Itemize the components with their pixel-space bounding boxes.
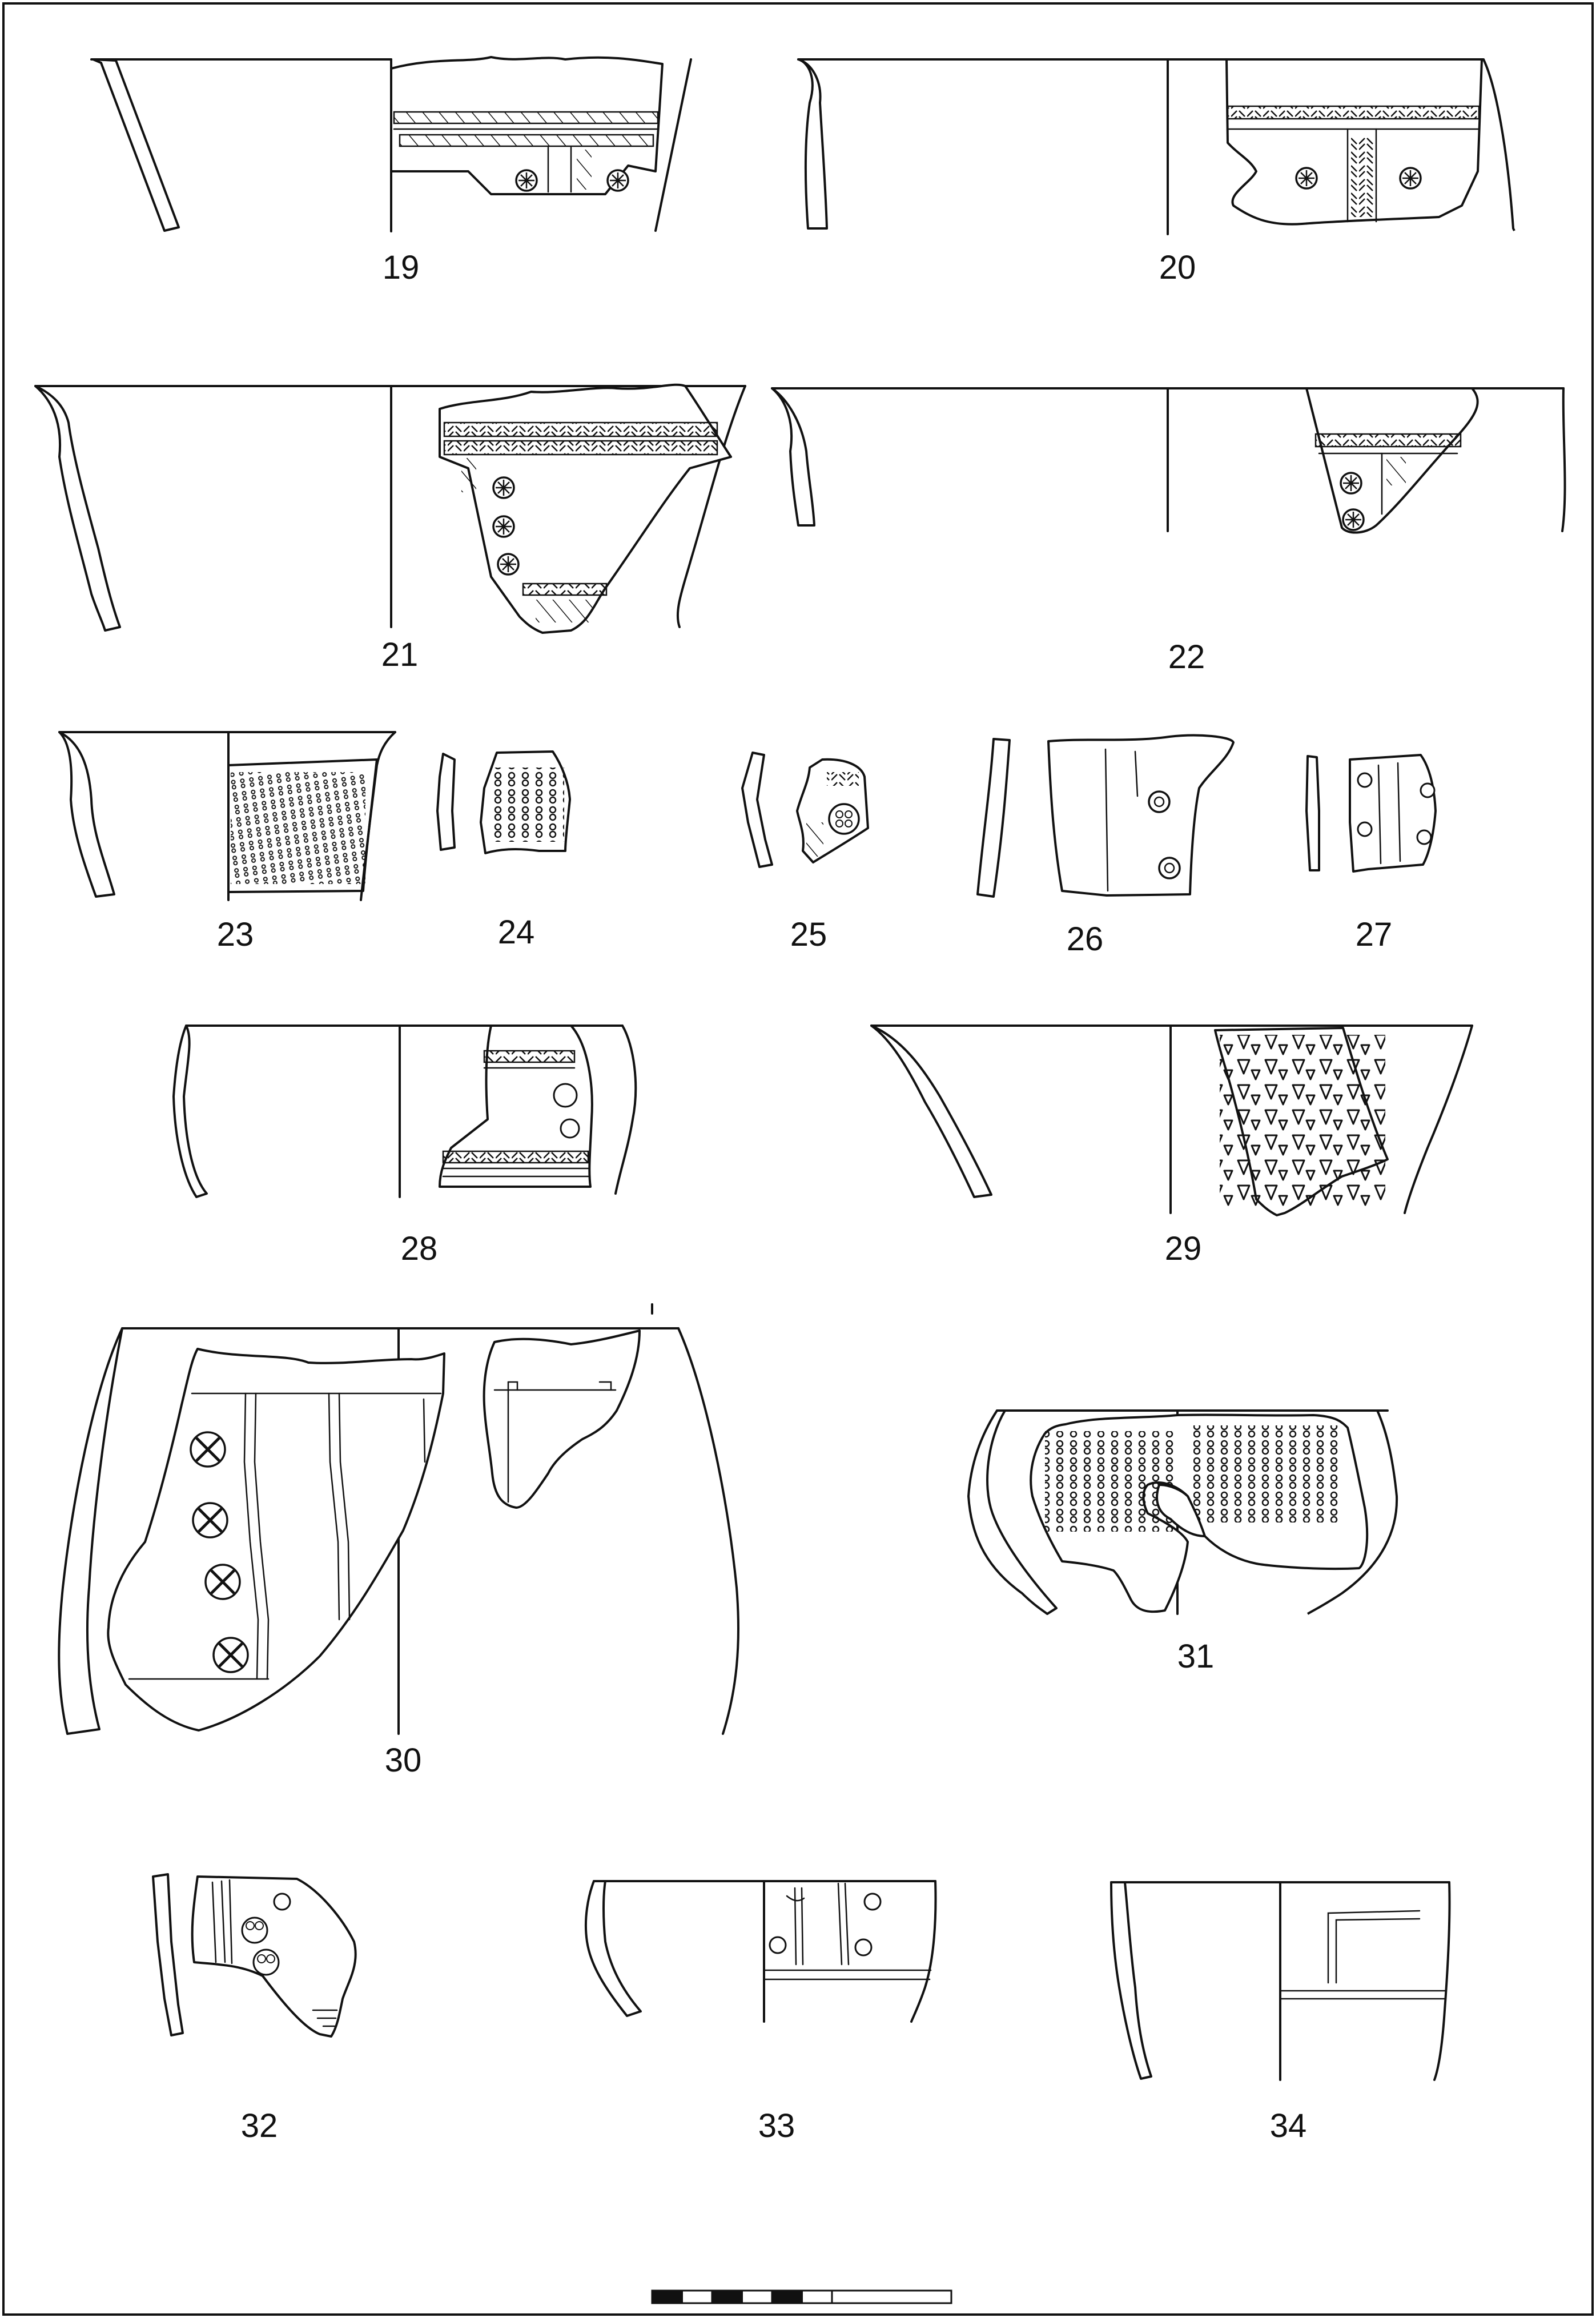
figure-number-25: 25	[790, 916, 827, 953]
scale-bar-segment	[652, 2291, 682, 2303]
figure-number-20: 20	[1159, 249, 1196, 286]
pottery-sherd-31	[968, 1411, 1397, 1614]
figure-number-34: 34	[1269, 2107, 1307, 2144]
pottery-sherd-30	[59, 1304, 738, 1734]
figure-number-19: 19	[382, 249, 420, 286]
scale-bar-segment	[742, 2291, 773, 2303]
figure-number-28: 28	[400, 1230, 438, 1267]
figure-number-33: 33	[758, 2107, 795, 2144]
figure-number-29: 29	[1164, 1230, 1202, 1267]
figure-number-24: 24	[497, 914, 535, 951]
figure-number-21: 21	[381, 636, 419, 673]
pottery-sherd-26	[978, 736, 1233, 897]
pottery-sherd-27	[1306, 755, 1436, 871]
figure-number-31: 31	[1177, 1638, 1215, 1675]
scale-bar	[652, 2291, 951, 2303]
pottery-sherd-25	[742, 753, 868, 867]
figure-number-30: 30	[384, 1742, 422, 1779]
pottery-sherd-22	[772, 388, 1565, 533]
scale-bar-segment	[682, 2291, 713, 2303]
pottery-sherd-28	[174, 1026, 636, 1197]
pottery-sherd-29	[871, 1026, 1472, 1215]
pottery-sherd-33	[586, 1881, 936, 2022]
pottery-sherd-34	[1111, 1882, 1450, 2080]
pottery-sherd-21	[35, 385, 745, 633]
figure-number-22: 22	[1168, 638, 1205, 676]
pottery-sherd-20	[798, 59, 1514, 234]
scale-bar-segment	[712, 2291, 742, 2303]
pottery-sherd-32	[153, 1874, 356, 2036]
pottery-sherd-19	[91, 57, 691, 231]
figure-number-27: 27	[1355, 916, 1393, 953]
scale-bar-segment	[772, 2291, 802, 2303]
scale-bar-segment	[802, 2291, 833, 2303]
scale-bar-long-segment	[832, 2291, 951, 2303]
figure-number-23: 23	[216, 916, 254, 953]
figure-number-26: 26	[1066, 921, 1104, 958]
figure-number-32: 32	[240, 2107, 278, 2144]
pottery-sherd-23	[59, 732, 395, 900]
pottery-sherd-24	[437, 752, 570, 853]
